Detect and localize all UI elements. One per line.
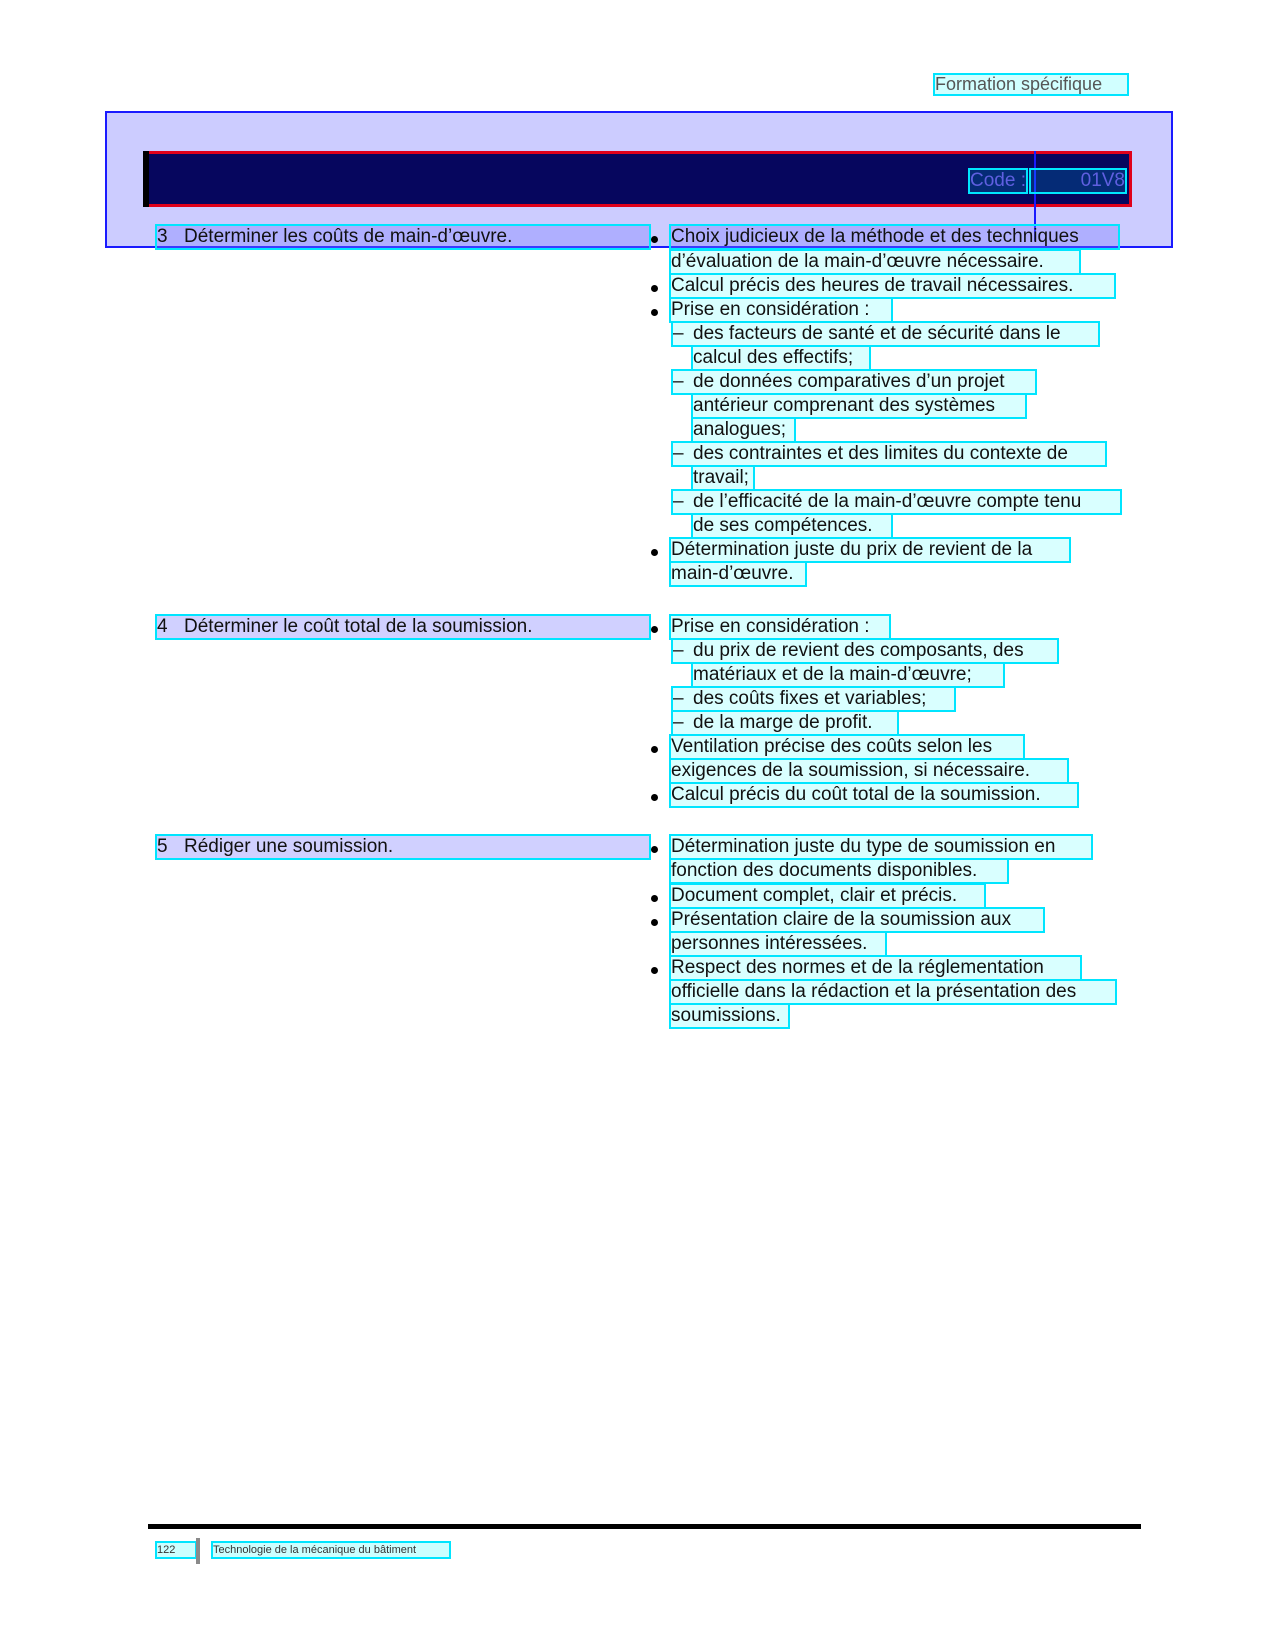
bullet-icon [651, 846, 658, 853]
sub-criterion-text: de la marge de profit. [693, 712, 873, 733]
footer-rule [148, 1524, 1141, 1529]
criterion-line: soumissions. [671, 1005, 788, 1027]
criterion-line: personnes intéressées. [671, 933, 885, 955]
row-number: 5 [157, 836, 168, 857]
header-bar-shadow [143, 151, 149, 207]
bullet-icon [651, 746, 658, 753]
sub-criterion-text: de l’efficacité de la main-d’œuvre compte tenu [693, 491, 1082, 512]
sub-criterion-line [673, 491, 1120, 513]
sub-criterion-line [673, 640, 1057, 662]
bullet-icon [651, 285, 658, 292]
sub-criterion-text: des facteurs de santé et de sécurité dans le [693, 323, 1061, 344]
sub-criterion-line: calcul des effectifs; [693, 347, 869, 369]
criterion-line: d’évaluation de la main-d’œuvre nécessaire. [671, 251, 1079, 273]
criterion-line: fonction des documents disponibles. [671, 860, 1007, 882]
footer-document-title: Technologie de la mécanique du bâtiment [213, 1543, 449, 1557]
dash-marker: – [673, 688, 684, 709]
dash-marker: – [673, 323, 684, 344]
criterion-line: Détermination juste du prix de revient de la [671, 539, 1069, 561]
sub-criterion-line [673, 323, 1098, 345]
code-label: Code : [970, 170, 1026, 191]
criterion-line: Calcul précis du coût total de la soumission. [671, 784, 1077, 806]
criterion-line: Détermination juste du type de soumission en [671, 836, 1091, 858]
criterion-line: main-d’œuvre. [671, 563, 805, 585]
context-row-3 [157, 226, 649, 248]
running-head: Formation spécifique [935, 75, 1127, 94]
criterion-line: Calcul précis des heures de travail nécessaires. [671, 275, 1114, 297]
criterion-line: Respect des normes et de la réglementation [671, 957, 1080, 979]
bullet-icon [651, 309, 658, 316]
criterion-line: Choix judicieux de la méthode et des techniques [671, 226, 1118, 248]
context-row-4 [157, 616, 649, 638]
context-text: Déterminer le coût total de la soumission. [184, 616, 533, 637]
sub-criterion-text: des coûts fixes et variables; [693, 688, 927, 709]
context-text: Rédiger une soumission. [184, 836, 394, 857]
criterion-line: Prise en considération : [671, 616, 889, 638]
criterion-line: officielle dans la rédaction et la présentation des [671, 981, 1115, 1003]
sub-criterion-line [673, 688, 954, 710]
criterion-line: Prise en considération : [671, 299, 891, 321]
bullet-icon [651, 626, 658, 633]
criterion-line: exigences de la soumission, si nécessaire. [671, 760, 1067, 782]
bullet-icon [651, 895, 658, 902]
sub-criterion-text: des contraintes et des limites du contexte de [693, 443, 1068, 464]
dash-marker: – [673, 712, 684, 733]
bullet-icon [651, 967, 658, 974]
row-number: 3 [157, 226, 168, 247]
footer-separator [196, 1538, 200, 1564]
sub-criterion-line [673, 443, 1105, 465]
bullet-icon [651, 236, 658, 243]
context-text: Déterminer les coûts de main-d’œuvre. [184, 226, 513, 247]
dash-marker: – [673, 443, 684, 464]
sub-criterion-line: de ses compétences. [693, 515, 891, 537]
sub-criterion-line [673, 712, 897, 734]
sub-criterion-line: analogues; [693, 419, 794, 441]
bullet-icon [651, 794, 658, 801]
sub-criterion-line: antérieur comprenant des systèmes [693, 395, 1025, 417]
criterion-line: Présentation claire de la soumission aux [671, 909, 1043, 931]
criterion-line: Ventilation précise des coûts selon les [671, 736, 1023, 758]
page-number: 122 [157, 1543, 195, 1557]
bullet-icon [651, 919, 658, 926]
sub-criterion-text: de données comparatives d’un projet [693, 371, 1005, 392]
dash-marker: – [673, 640, 684, 661]
sub-criterion-line: matériaux et de la main-d’œuvre; [693, 664, 1003, 686]
sub-criterion-line [673, 371, 1035, 393]
sub-criterion-text: du prix de revient des composants, des [693, 640, 1024, 661]
dash-marker: – [673, 491, 684, 512]
row-number: 4 [157, 616, 168, 637]
code-value: 01V8 [1031, 170, 1125, 192]
sub-criterion-line: travail; [693, 467, 753, 489]
dash-marker: – [673, 371, 684, 392]
criterion-line: Document complet, clair et précis. [671, 885, 984, 907]
bullet-icon [651, 549, 658, 556]
context-row-5 [157, 836, 649, 858]
